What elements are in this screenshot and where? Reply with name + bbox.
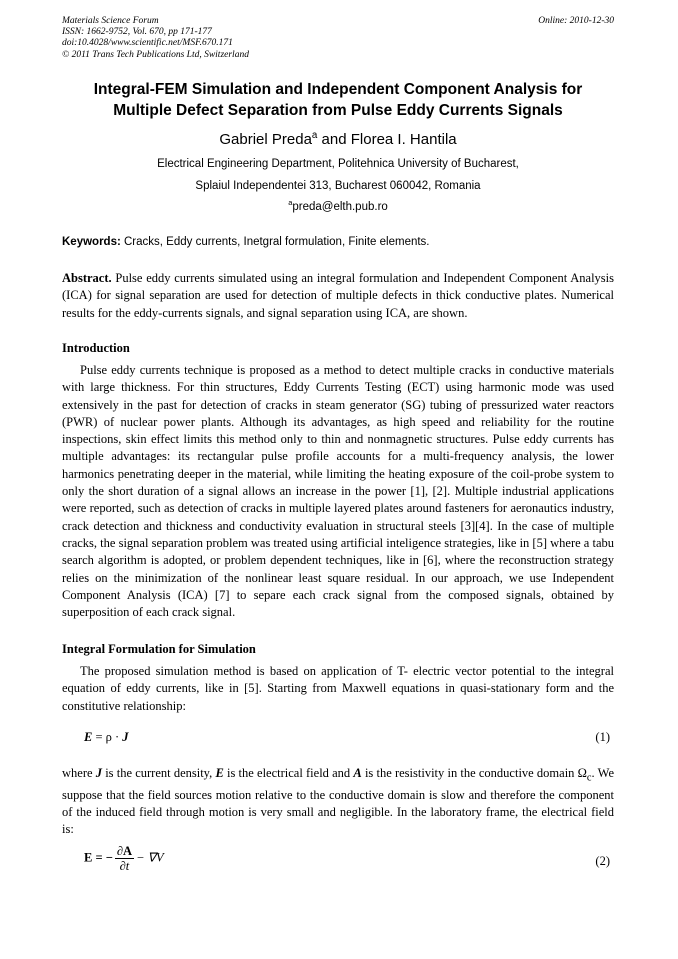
author-1: Gabriel Preda bbox=[219, 131, 312, 148]
email-affil-mark: a bbox=[288, 198, 293, 208]
eq2-numerator: ∂A bbox=[116, 844, 133, 858]
paper-title bbox=[62, 79, 614, 121]
authors bbox=[62, 131, 614, 148]
section-heading-integral-formulation: Integral Formulation for Simulation bbox=[62, 642, 256, 656]
copyright: © 2011 Trans Tech Publications Ltd, Switzerland bbox=[62, 49, 249, 60]
email-address[interactable]: preda@elth.pub.ro bbox=[292, 201, 388, 213]
author-1-affil-mark: a bbox=[311, 130, 318, 141]
eq1-symbol-j: J bbox=[122, 730, 129, 744]
journal-name: Materials Science Forum bbox=[62, 16, 159, 26]
para2-text-1: where bbox=[62, 766, 96, 780]
para2-text-2: is the current density, bbox=[102, 766, 216, 780]
keywords-text: Cracks, Eddy currents, Inetgral formulation, Finite elements. bbox=[120, 236, 430, 248]
equation-1 bbox=[62, 730, 614, 760]
para2-text-4: is the resistivity in the conductive domain Ω bbox=[361, 766, 587, 780]
title-line-2: Multiple Defect Separation from Pulse Eddy Currents Signals bbox=[113, 102, 563, 119]
para2-symbol-a: A bbox=[353, 766, 362, 780]
eq2-fraction bbox=[115, 844, 134, 873]
eq2-lhs: E = − bbox=[84, 850, 113, 865]
section2-paragraph-1: The proposed simulation method is based on application of T- electric vector potential to the integral equation of eddy currents, like in [5]. Starting from Maxwell equations in quasi-stationary form and the constitutive relationship: bbox=[62, 664, 614, 713]
para2-text-3: is the electrical field and bbox=[223, 766, 354, 780]
introduction-heading: Introduction bbox=[62, 341, 130, 355]
abstract bbox=[62, 270, 614, 322]
keywords bbox=[62, 236, 614, 248]
author-2: Florea I. Hantila bbox=[350, 131, 457, 148]
equation-2 bbox=[62, 842, 614, 882]
affiliation-email bbox=[62, 198, 614, 213]
section2-paragraph-2 bbox=[62, 765, 614, 839]
title-line-1: Integral-FEM Simulation and Independent Component Analysis for bbox=[93, 81, 583, 98]
affiliation-line-2: Splaiul Independentei 313, Bucharest 060042, Romania bbox=[195, 180, 481, 192]
affiliation-line-1: Electrical Engineering Department, Politehnica University of Bucharest, bbox=[157, 158, 519, 170]
para2-text-5: . We suppose that the field sources motion relative to the conductive domain is slow and therefore the component of the induced field through motion is very small and negligible. In the laboratory frame, the electrical field is: bbox=[62, 766, 614, 837]
eq1-symbol-e: E bbox=[84, 730, 93, 744]
introduction-paragraph: Pulse eddy currents technique is proposed as a method to detect multiple cracks in conductive materials with large thickness. For thin structures, Eddy Currents Testing (ECT) using harmonic mode was used extensively in the past for detection of cracks in steam generator (SG) tubing of pressurized water reactors (PWR) of nuclear power plants. Although its advantages, as high speed and reliability for the routine inspections, skin effect limits this method only to thin and nonmagnetic structures. Pulse eddy currents has multiple advantages: its rectangular pulse profile accounts for a multi-frequency analysis, the lower harmonics penetrating deeper in the material, while limiting the heating exposure of the coil-probe system to only the short duration of a signal allows an increase in the power [1], [2]. Multiple industrial applications were reported, such as detection of cracks in multiple layered plates around fasteners for aeronautics industry, crack detection and thickness and conductivity evaluation in structural steels [3][4]. In the case of multiple cracks, the signal separation problem was treated using artificial inteligence strategies, like in [5] where a tabu search algorithm is adopted, or problem dependent techniques, like in [6], where the reconstruction strategy relies on the minimization of the nonlinear least square residual. In our approach, we use Independent Component Analysis (ICA) [7] to separe each crack signal from the composed signals, obtained by superposition of each crack signal. bbox=[62, 363, 614, 620]
equation-1-body bbox=[84, 730, 129, 745]
equation-2-body bbox=[84, 844, 164, 873]
para2-symbol-j: J bbox=[95, 766, 102, 780]
eq2-denominator: ∂t bbox=[119, 859, 130, 873]
issn: ISSN: 1662-9752, Vol. 670, pp 171-177 bbox=[62, 27, 212, 38]
eq2-rhs: − ∇V bbox=[136, 850, 164, 865]
journal-header bbox=[62, 16, 614, 61]
abstract-label: Abstract. bbox=[62, 271, 112, 285]
eq1-operator: = ρ · bbox=[92, 730, 123, 744]
equation-1-number: (1) bbox=[595, 730, 610, 744]
para2-symbol-e: E bbox=[215, 766, 224, 780]
abstract-text: Pulse eddy currents simulated using an integral formulation and Independent Component Analysis (ICA) for signal separation are used for detection of multiple defects in thick conductive plates. Numerical results for the eddy-currents signals, and signal separation using ICA, are shown. bbox=[62, 271, 614, 320]
keywords-label: Keywords: bbox=[62, 236, 121, 248]
authors-and: and bbox=[317, 131, 351, 148]
equation-2-number: (2) bbox=[595, 854, 610, 868]
doi[interactable]: doi:10.4028/www.scientific.net/MSF.670.171 bbox=[62, 38, 233, 49]
online-date: Online: 2010-12-30 bbox=[538, 16, 614, 26]
para2-subscript-c: c bbox=[586, 772, 592, 784]
